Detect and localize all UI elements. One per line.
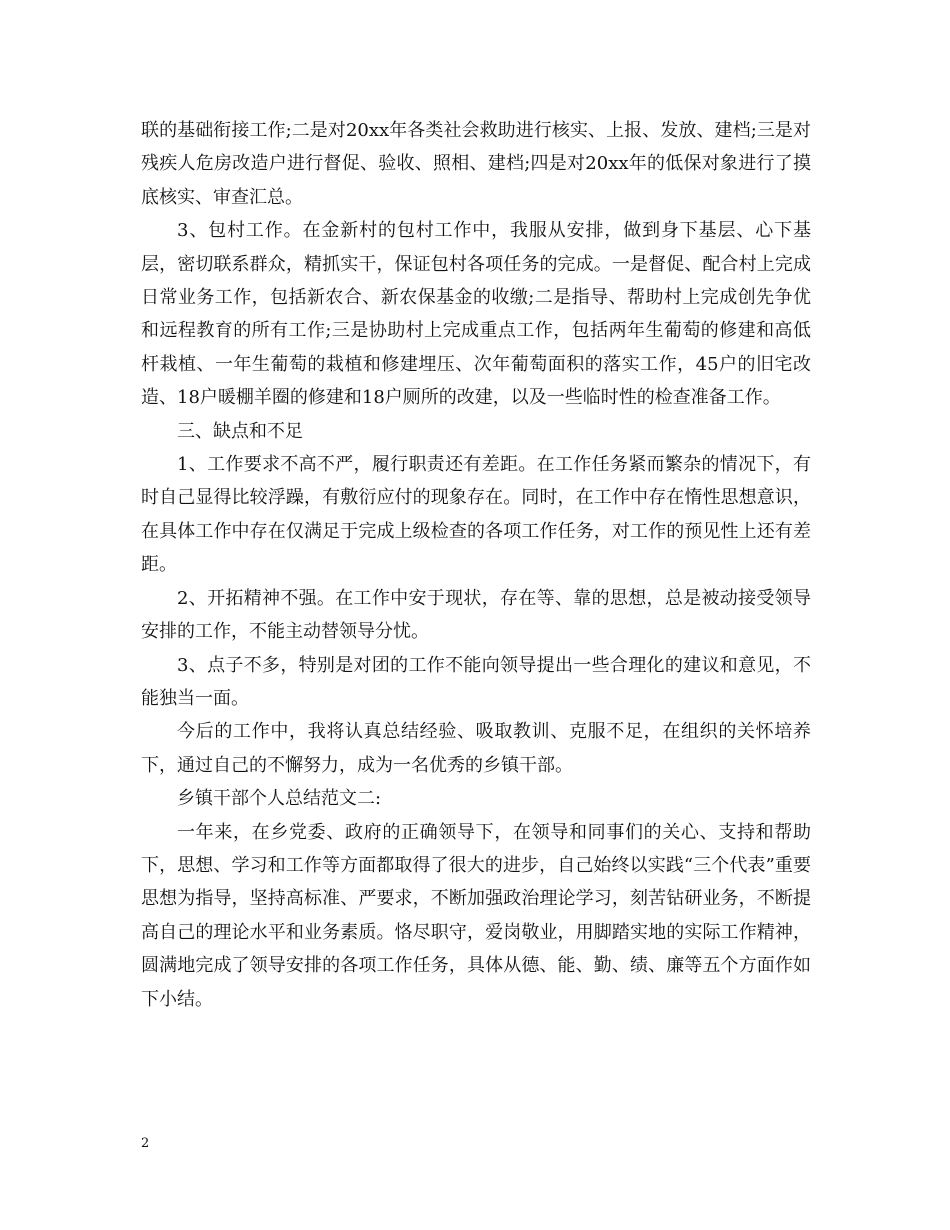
heading-sample-two: 乡镇干部个人总结范文二: — [177, 788, 382, 810]
section-heading-shortcomings: 三、缺点和不足 — [177, 420, 303, 442]
paragraph-year-summary: 一年来，在乡党委、政府的正确领导下，在领导和同事们的关心、支持和帮助下，思想、学习和工作等方面都取得了很大的进步，自己始终以实践“三个代表”重要思想为指导，坚持高标准、严要求，不断加强政治理论学习，刻苦钻研业务，不断提高自己的理论水平和业务素质。恪尽职守，爱岗敬业，用脚踏实地的实际工作精神，圆满地完成了领导安排的各项工作任务，具体从德、能、勤、绩、廉等五个方面作如下小结。 — [141, 821, 811, 1010]
paragraph-future-work: 今后的工作中，我将认真总结经验、吸取教训、克服不足，在组织的关怀培养下，通过自己的不懈努力，成为一名优秀的乡镇干部。 — [141, 721, 811, 776]
paragraph-shortcoming-2: 2、开拓精神不强。在工作中安于现状，存在等、靠的思想，总是被动接受领导安排的工作，不能主动替领导分忧。 — [141, 587, 811, 643]
paragraph-continuation: 联的基础衔接工作;二是对20xx年各类社会救助进行核实、上报、发放、建档;三是对残疾人危房改造户进行督促、验收、照相、建档;四是对20xx年的低保对象进行了摸底核实、审查汇总。 — [141, 120, 811, 208]
document-body — [141, 114, 811, 1016]
paragraph-village-work: 3、包村工作。在金新村的包村工作中，我服从安排，做到身下基层、心下基层，密切联系群众，精抓实干，保证包村各项任务的完成。一是督促、配合村上完成日常业务工作，包括新农合、新农保基金的收缴;二是指导、帮助村上完成创先争优和远程教育的所有工作;三是协助村上完成重点工作，包括两年生葡萄的修建和高低杆栽植、一年生葡萄的栽植和修建埋压、次年葡萄面积的落实工作，45户的旧宅改造、18户暖棚羊圈的修建和18户厕所的改建，以及一些临时性的检查准备工作。 — [141, 220, 811, 409]
paragraph-shortcoming-3: 3、点子不多，特别是对团的工作不能向领导提出一些合理化的建议和意见，不能独当一面。 — [141, 654, 811, 709]
page-number: 2 — [141, 1136, 150, 1151]
paragraph-shortcoming-1: 1、工作要求不高不严，履行职责还有差距。在工作任务紧而繁杂的情况下，有时自己显得比较浮躁，有敷衍应付的现象存在。同时，在工作中存在惰性思想意识，在具体工作中存在仅满足于完成上级检查的各项工作任务，对工作的预见性上还有差距。 — [141, 454, 811, 576]
